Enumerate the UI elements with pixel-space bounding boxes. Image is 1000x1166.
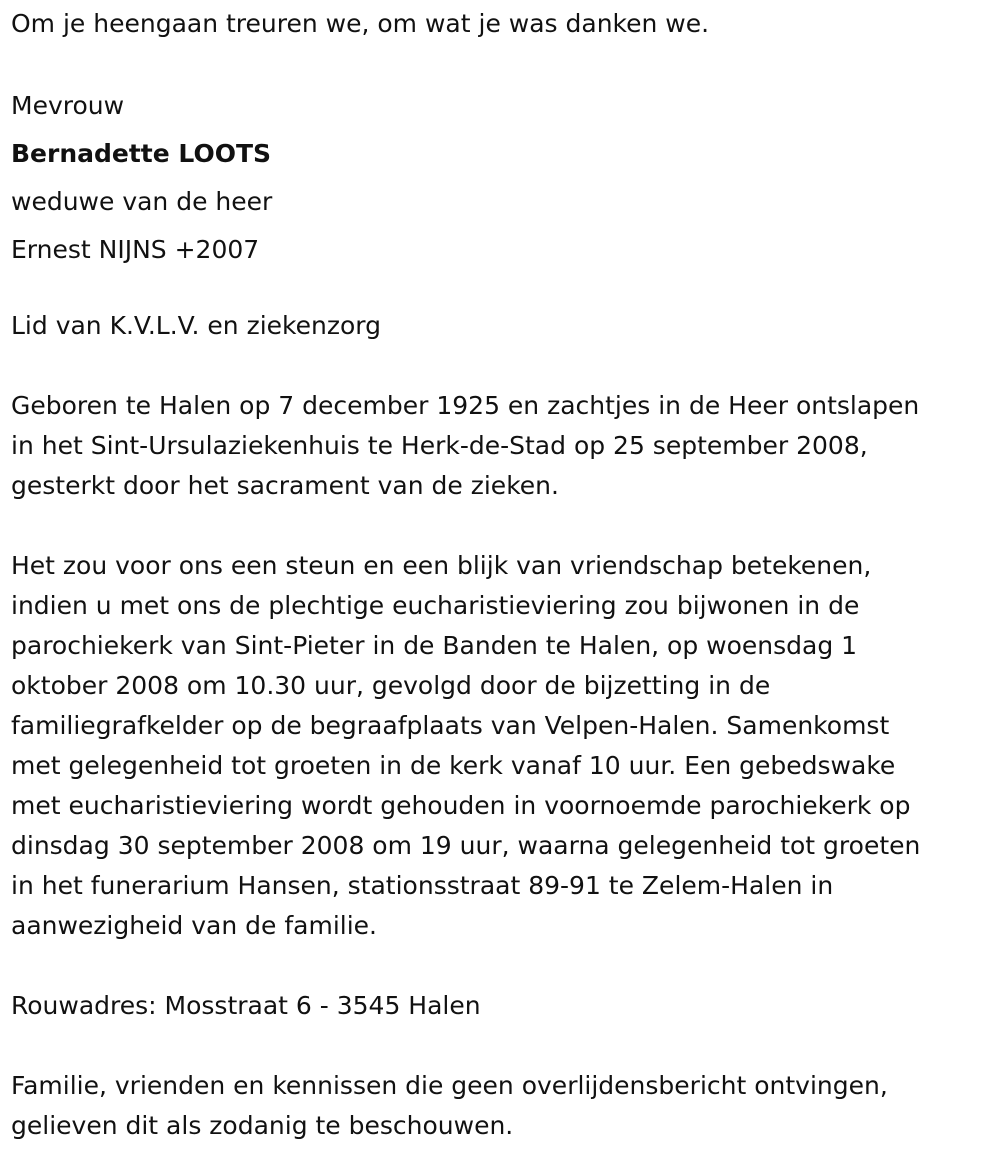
birth-line: in het Sint-Ursulaziekenhuis te Herk-de-Stad op 25 september 2008,	[11, 431, 868, 460]
ceremony-line: parochiekerk van Sint-Pieter in de Banden te Halen, op woensdag 1	[11, 631, 858, 660]
address-section	[11, 986, 991, 1026]
closing-paragraph	[11, 1066, 991, 1146]
ceremony-line: aanwezigheid van de familie.	[11, 911, 377, 940]
membership-text: Lid van K.V.L.V. en ziekenzorg	[11, 311, 381, 340]
membership-section	[11, 306, 991, 346]
ceremony-line: met eucharistieviering wordt gehouden in voornoemde parochiekerk op	[11, 791, 911, 820]
ceremony-line: indien u met ons de plechtige eucharistieviering zou bijwonen in de	[11, 591, 860, 620]
ceremony-line: familiegrafkelder op de begraafplaats van Velpen-Halen. Samenkomst	[11, 711, 890, 740]
closing-line: gelieven dit als zodanig te beschouwen.	[11, 1111, 514, 1140]
birth-line: Geboren te Halen op 7 december 1925 en zachtjes in de Heer ontslapen	[11, 391, 920, 420]
deceased-name: Bernadette LOOTS	[11, 139, 272, 168]
mourning-address: Rouwadres: Mosstraat 6 - 3545 Halen	[11, 991, 481, 1020]
birth-line: gesterkt door het sacrament van de zieken.	[11, 471, 559, 500]
deceased-section	[11, 82, 991, 274]
ceremony-line: in het funerarium Hansen, stationsstraat 89-91 te Zelem-Halen in	[11, 871, 834, 900]
obituary-document	[11, 4, 991, 1146]
widow-line-1: weduwe van de heer	[11, 187, 273, 216]
ceremony-line: dinsdag 30 september 2008 om 19 uur, waarna gelegenheid tot groeten	[11, 831, 921, 860]
ceremony-paragraph	[11, 546, 991, 946]
ceremony-line: met gelegenheid tot groeten in de kerk vanaf 10 uur. Een gebedswake	[11, 751, 896, 780]
widow-line-2: Ernest NIJNS +2007	[11, 235, 260, 264]
honorific: Mevrouw	[11, 91, 125, 120]
birth-paragraph	[11, 386, 991, 506]
closing-line: Familie, vrienden en kennissen die geen overlijdensbericht ontvingen,	[11, 1071, 888, 1100]
ceremony-line: Het zou voor ons een steun en een blijk van vriendschap betekenen,	[11, 551, 872, 580]
opening-quote: Om je heengaan treuren we, om wat je was danken we.	[11, 9, 710, 38]
ceremony-line: oktober 2008 om 10.30 uur, gevolgd door de bijzetting in de	[11, 671, 771, 700]
